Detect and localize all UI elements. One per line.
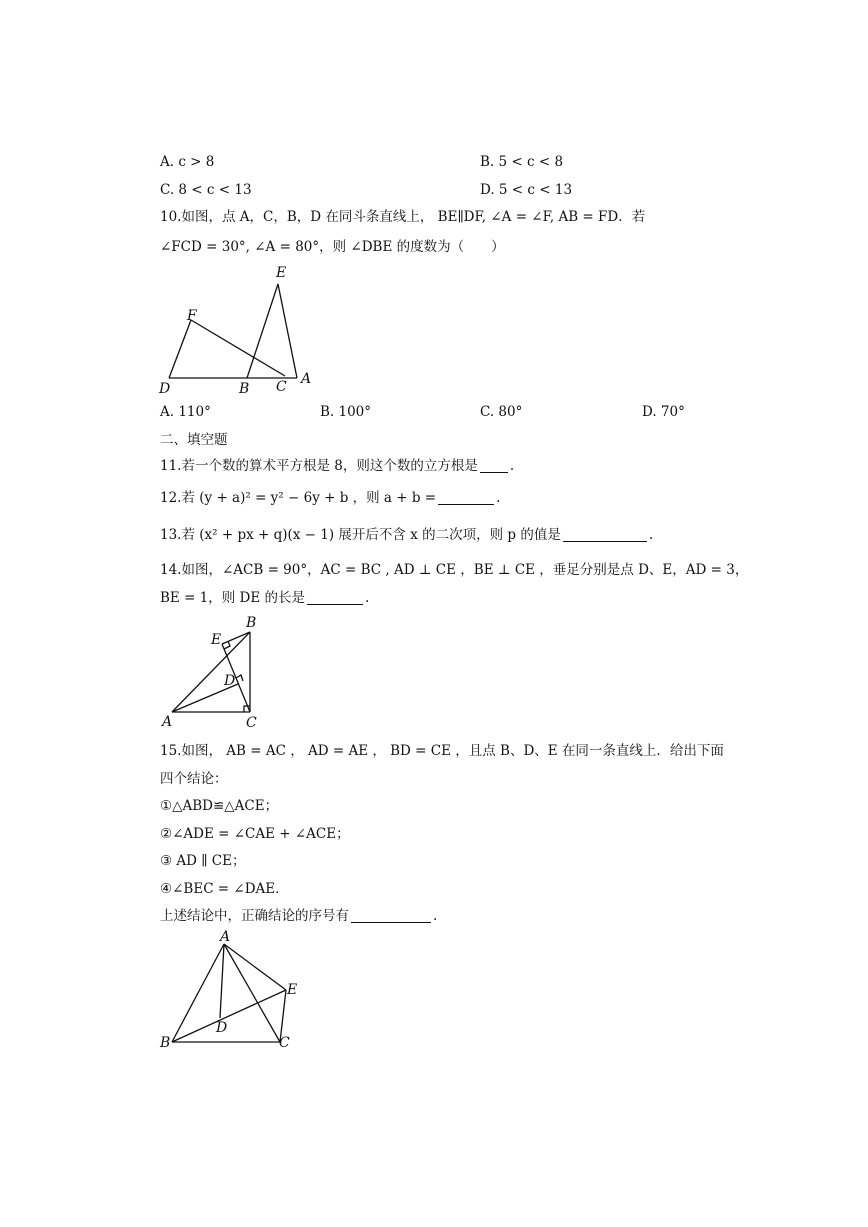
q10-option-b: B. 100° [320, 404, 372, 420]
q14-figure [160, 612, 270, 732]
q11-text: 11.若一个数的算术平方根是 8，则这个数的立方根是 [160, 458, 478, 474]
q9-option-c: C. 8 < c < 13 [160, 182, 252, 198]
q14-label-e: E [211, 632, 222, 648]
q10-option-a: A. 110° [160, 404, 211, 420]
q10-label-a: A [301, 371, 312, 387]
q15-label-a: A [220, 929, 231, 945]
q15-answer-line [160, 906, 437, 926]
q10-option-c: C. 80° [480, 404, 523, 420]
q9-option-d: D. 5 < c < 13 [480, 182, 573, 198]
q15-label-c: C [279, 1035, 290, 1051]
q14-line-eb [222, 632, 250, 644]
q14-answer-blank[interactable] [307, 590, 363, 605]
q14-text: BE = 1，则 DE 的长是 [160, 590, 306, 606]
q15-label-e: E [287, 982, 298, 998]
q15-answer-blank[interactable] [351, 908, 431, 923]
q15-conclusion-1: ①△ABD≌△ACE； [160, 798, 279, 814]
q14-end: . [365, 590, 370, 606]
q13-answer-blank[interactable] [563, 527, 647, 542]
q15-label-d: D [216, 1020, 228, 1036]
q15-figure [158, 929, 308, 1052]
q14-label-c: C [246, 715, 257, 731]
q15-line-ae [224, 944, 286, 990]
q9-option-a: A. c > 8 [160, 154, 215, 170]
q14-label-a: A [162, 714, 173, 730]
q14-label-d: D [224, 673, 236, 689]
q11-stem [160, 456, 514, 476]
q15-stem-line1: 15.如图， AB = AC ， AD = AE ， BD = CE ，且点 B、D、E 在同一条直线上．给出下面 [160, 743, 724, 759]
q15-end: . [433, 908, 438, 924]
q10-line-fc [191, 320, 285, 376]
q10-label-e: E [276, 265, 287, 281]
q11-answer-blank[interactable] [480, 458, 508, 473]
q10-label-c: C [276, 379, 287, 395]
q10-option-d: D. 70° [642, 404, 685, 420]
q15-stem-line2: 四个结论： [160, 771, 228, 787]
q10-line-be [247, 284, 278, 378]
q15-label-b: B [160, 1035, 171, 1051]
q11-end: . [509, 458, 515, 474]
q10-line-df [169, 320, 191, 378]
q10-label-f: F [187, 308, 197, 324]
q12-stem [160, 488, 500, 508]
q15-conclusion-2: ②∠ADE = ∠CAE + ∠ACE； [160, 826, 350, 842]
q13-stem [160, 525, 653, 545]
q12-text: 12.若 (y + a)² = y² − 6y + b ，则 a + b = [160, 490, 437, 506]
q10-stem-line2: ∠FCD = 30°, ∠A = 80°，则 ∠DBE 的度数为（ ） [160, 239, 505, 255]
q13-text: 13.若 (x² + px + q)(x − 1) 展开后不含 x 的二次项，则 p 的值是 [160, 527, 561, 543]
q15-text: 上述结论中，正确结论的序号有 [160, 908, 349, 924]
q9-option-b: B. 5 < c < 8 [480, 154, 564, 170]
q10-stem-line1: 10.如图，点 A，C，B，D 在同斗条直线上， BE∥DF, ∠A = ∠F, AB = FD．若 [160, 209, 646, 225]
q14-label-b: B [246, 615, 257, 631]
section-title-fill-in: 二、填空题 [160, 432, 228, 448]
q13-end: . [648, 527, 654, 543]
q15-line-be [172, 990, 286, 1042]
q15-line-ac [224, 944, 280, 1042]
q15-line-ad [220, 944, 224, 1018]
q15-conclusion-3: ③ AD ∥ CE； [160, 853, 246, 869]
q12-answer-blank[interactable] [438, 490, 494, 505]
q12-end: . [496, 490, 501, 506]
q15-conclusion-4: ④∠BEC = ∠DAE． [160, 881, 289, 897]
q14-stem-line1: 14.如图，∠ACB = 90°，AC = BC , AD ⊥ CE ，BE ⊥ CE ，垂足分别是点 D、E，AD = 3， [160, 562, 749, 578]
q10-label-d: D [159, 381, 171, 397]
q14-stem-line2 [160, 588, 369, 608]
q10-line-ea [278, 284, 297, 378]
q10-label-b: B [239, 381, 250, 397]
q10-figure [155, 262, 325, 400]
